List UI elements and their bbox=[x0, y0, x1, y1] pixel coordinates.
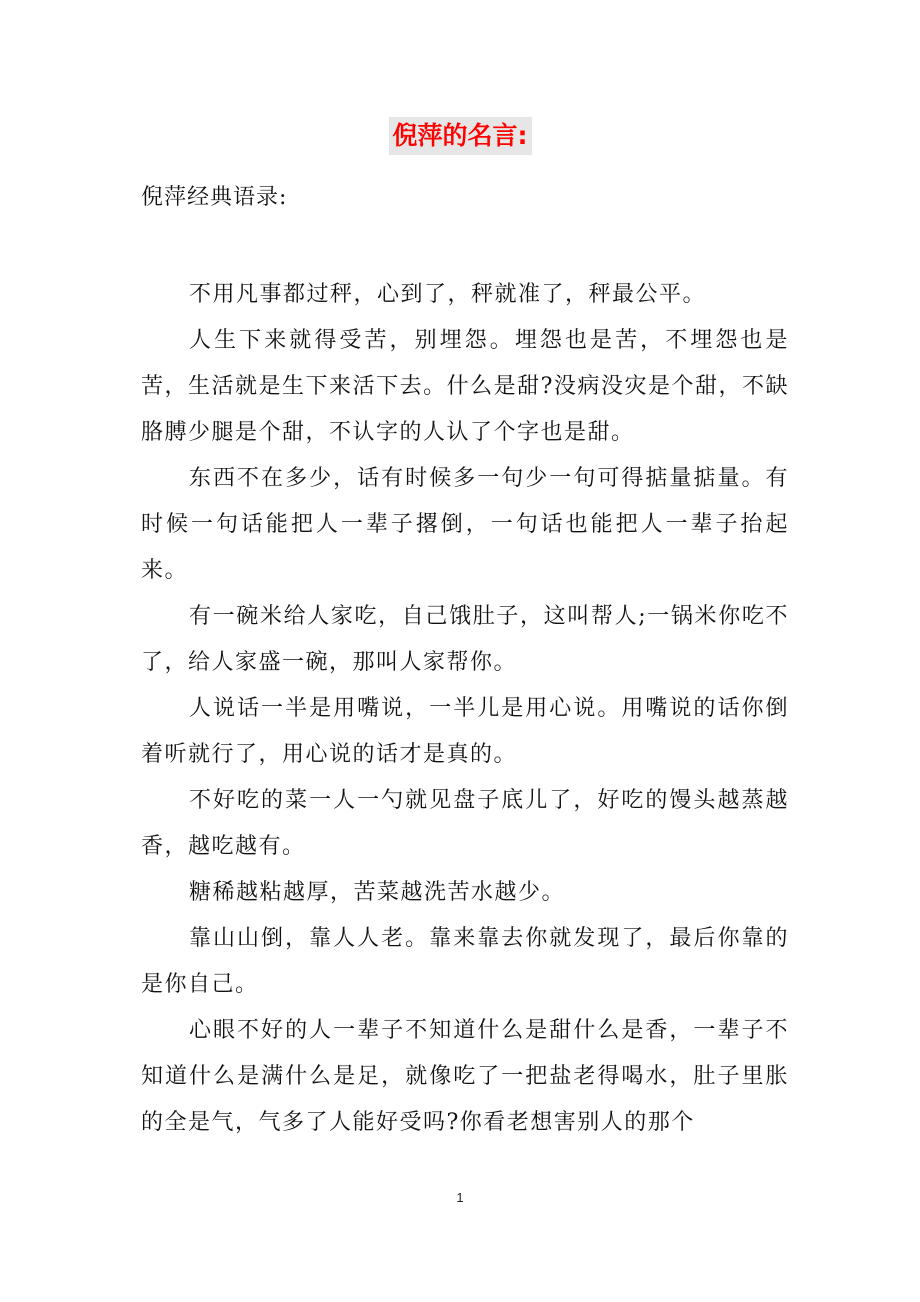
paragraph: 心眼不好的人一辈子不知道什么是甜什么是香，一辈子不知道什么是满什么是足，就像吃了一把盐老得喝水，肚子里胀的全是气，气多了人能好受吗?你看老想害别人的那个 bbox=[141, 1018, 789, 1135]
body-text bbox=[141, 272, 789, 1146]
paragraph: 人生下来就得受苦，别埋怨。埋怨也是苦，不埋怨也是苦，生活就是生下来活下去。什么是甜?没病没灾是个甜，不缺胳膊少腿是个甜，不认字的人认了个字也是甜。 bbox=[141, 328, 789, 445]
paragraph: 人说话一半是用嘴说，一半儿是用心说。用嘴说的话你倒着听就行了，用心说的话才是真的。 bbox=[141, 696, 789, 767]
paragraph: 糖稀越粘越厚，苦菜越洗苦水越少。 bbox=[189, 880, 566, 905]
title-container bbox=[0, 117, 920, 155]
paragraph: 有一碗米给人家吃，自己饿肚子，这叫帮人;一锅米你吃不了，给人家盛一碗，那叫人家帮你。 bbox=[141, 604, 789, 675]
page-number: 1 bbox=[456, 1190, 464, 1205]
subtitle: 倪萍经典语录: bbox=[141, 185, 288, 210]
paragraph: 东西不在多少，话有时候多一句少一句可得掂量掂量。有时候一句话能把人一辈子撂倒，一句话也能把人一辈子抬起来。 bbox=[141, 466, 789, 583]
page-title: 倪萍的名言: bbox=[389, 117, 532, 155]
paragraph: 不好吃的菜一人一勺就见盘子底儿了，好吃的馒头越蒸越香，越吃越有。 bbox=[141, 788, 789, 859]
paragraph: 不用凡事都过秤，心到了，秤就准了，秤最公平。 bbox=[189, 282, 707, 307]
paragraph: 靠山山倒，靠人人老。靠来靠去你就发现了，最后你靠的是你自己。 bbox=[141, 926, 789, 997]
